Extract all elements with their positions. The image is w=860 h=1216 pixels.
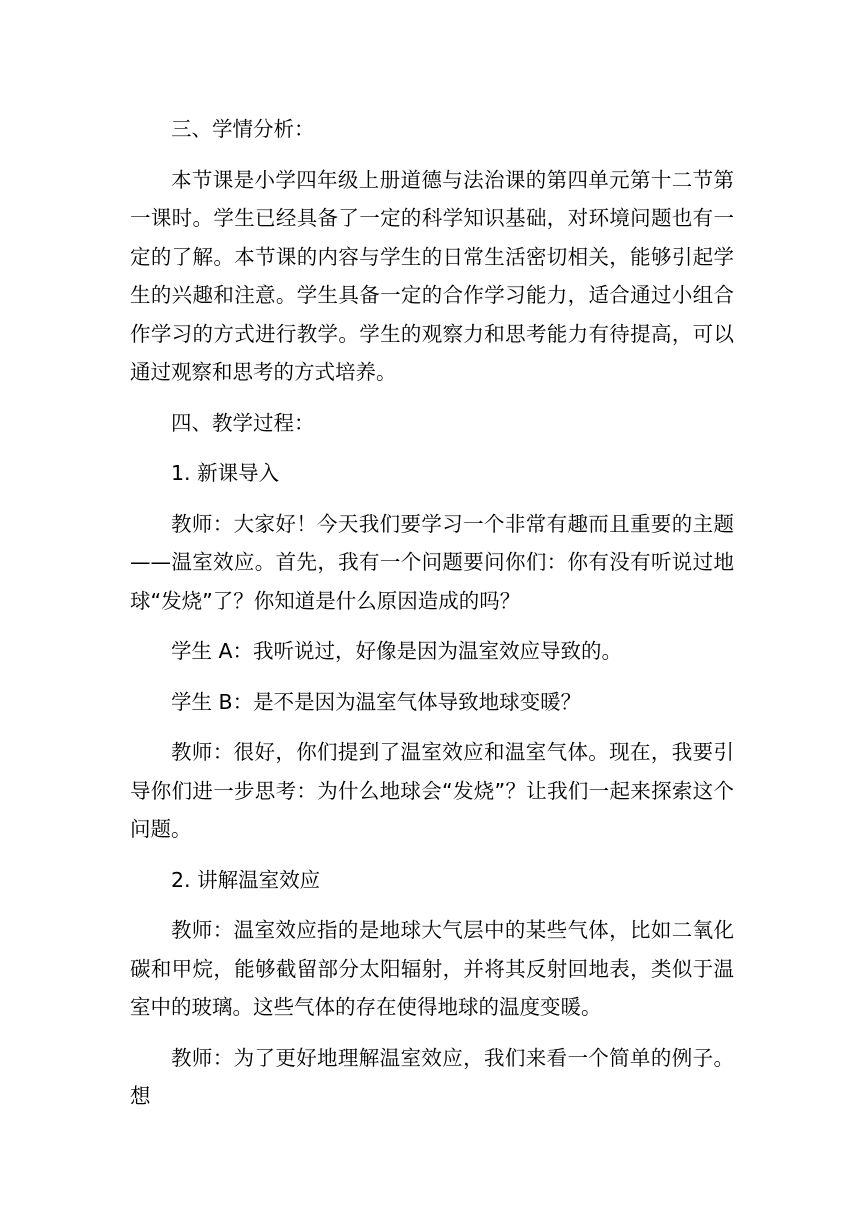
document-body bbox=[130, 110, 734, 1128]
section-heading-teaching-process: 四、教学过程： bbox=[171, 410, 315, 435]
paragraph-teacher-example: 教师：为了更好地理解温室效应，我们来看一个简单的例子。想 bbox=[130, 1045, 734, 1108]
paragraph-student-a: 学生 A：我听说过，好像是因为温室效应导致的。 bbox=[171, 639, 623, 663]
step-heading-introduction: 1. 新课导入 bbox=[171, 461, 280, 485]
paragraph-teacher-guide: 教师：很好，你们提到了温室效应和温室气体。现在，我要引导你们进一步思考：为什么地球会“发烧”？让我们一起来探索这个问题。 bbox=[130, 740, 734, 841]
paragraph-teacher-intro: 教师：大家好！今天我们要学习一个非常有趣而且重要的主题——温室效应。首先，我有一个问题要问你们：你有没有听说过地球“发烧”了？你知道是什么原因造成的吗？ bbox=[130, 511, 734, 613]
paragraph-learner-analysis: 本节课是小学四年级上册道德与法治课的第四单元第十二节第一课时。学生已经具备了一定的科学知识基础，对环境问题也有一定的了解。本节课的内容与学生的日常生活密切相关，能够引起学生的兴趣和注意。学生具备一定的合作学习能力，适合通过小组合作学习的方式进行教学。学生的观察力和思考能力有待提高，可以通过观察和思考的方式培养。 bbox=[130, 167, 734, 384]
step-heading-explain: 2. 讲解温室效应 bbox=[171, 867, 321, 892]
paragraph-student-b: 学生 B：是不是因为温室气体导致地球变暖？ bbox=[171, 689, 582, 714]
section-heading-learner-analysis: 三、学情分析： bbox=[171, 117, 315, 141]
paragraph-teacher-definition: 教师：温室效应指的是地球大气层中的某些气体，比如二氧化碳和甲烷，能够截留部分太阳辐射，并将其反射回地表，类似于温室中的玻璃。这些气体的存在使得地球的温度变暖。 bbox=[130, 918, 734, 1019]
